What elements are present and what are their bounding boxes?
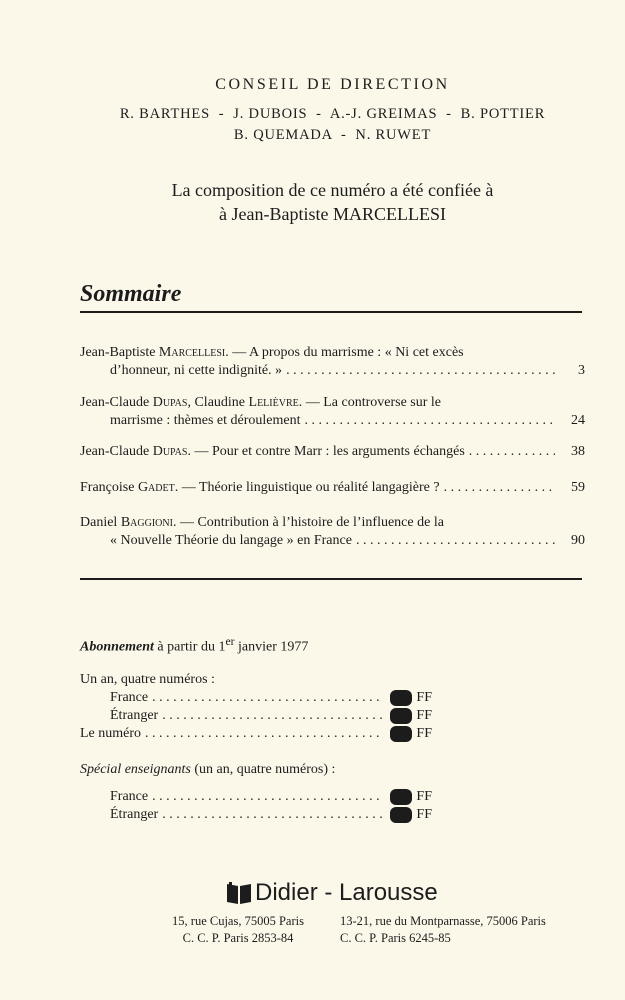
dot-leader [162,708,384,724]
currency: FF [416,807,432,822]
board-members-line-1: R. BARTHES - J. DUBOIS - A.-J. GREIMAS - B. POTTIER [119,106,546,122]
address-left-line-1: 15, rue Cujas, 75005 Paris [172,914,304,928]
author-last: Marcellesi [158,345,226,360]
redacted-price [390,708,412,724]
toc-entry-line [80,532,585,550]
toc-entry-line [80,514,585,532]
price-label: Étranger [110,807,159,822]
page-number: 24 [571,413,585,428]
author-first: Daniel [80,515,121,530]
divider-top [80,311,582,313]
currency: FF [416,708,432,723]
address-left [158,913,318,947]
price-row [80,807,432,823]
dot-leader [286,362,555,380]
toc-entry [80,514,585,550]
toc-entry-line [80,344,585,362]
publisher-logo [226,879,438,907]
publisher-name: Didier - Larousse [255,879,438,906]
article-title: . — Théorie linguistique ou réalité langagière ? [174,480,440,495]
currency: FF [416,726,432,741]
article-title: . — La controverse sur le [298,395,442,410]
article-title: . — Pour et contre Marr : les arguments échangés [187,444,465,459]
price-label: France [110,690,149,705]
toc-entry [80,443,585,461]
open-book-icon [226,881,252,905]
article-title: . — Contribution à l’histoire de l’influence de la [172,515,444,530]
special-subscription-heading [80,762,335,778]
toc-entry-line [80,394,585,412]
redacted-price [390,690,412,706]
redacted-price [390,807,412,823]
author2-first: , Claudine [187,395,249,410]
author-first: Jean-Claude [80,395,153,410]
dot-leader [152,690,384,706]
dot-leader [305,412,556,430]
toc-entry [80,479,585,497]
dot-leader [444,479,555,497]
page-number: 90 [571,533,585,548]
price-label: Le numéro [80,726,142,741]
author-last: Dupas [152,444,188,459]
special-lead: Spécial enseignants [80,762,191,777]
subscription-subtitle: Un an, quatre numéros : [80,672,215,687]
page-number: 3 [578,363,585,378]
address-right-line-1: 13-21, rue du Montparnasse, 75006 Paris [340,914,546,928]
author-first: Jean-Claude [80,444,153,459]
board-members-line-2: B. QUEMADA - N. RUWET [233,127,432,143]
redacted-price [390,726,412,742]
price-label: France [110,789,149,804]
price-row [80,789,432,805]
price-row [80,726,432,742]
subscription-date-text-2: janvier 1977 [238,639,309,655]
article-title: . — A propos du marrisme : « Ni cet excès [225,345,464,360]
author-last: Baggioni [120,515,173,530]
price-label: Étranger [110,708,159,723]
currency: FF [416,690,432,705]
toc-entry [80,394,585,430]
dot-leader [152,789,384,805]
author-first: Jean-Baptiste [80,345,159,360]
subscription-heading [80,635,308,656]
article-title-cont: marrisme : thèmes et déroulement [110,413,301,428]
toc-entry-line [80,362,585,380]
board-title: CONSEIL DE DIRECTION [215,76,450,93]
page-number: 59 [571,480,585,495]
price-row [80,690,432,706]
author2-last: Lelièvre [248,395,299,410]
toc-entry-line [80,479,585,497]
address-right-line-2: C. C. P. Paris 6245-85 [340,931,451,945]
dot-leader [145,726,384,742]
author-first: Françoise [80,480,138,495]
toc-entry-line [80,412,585,430]
divider-bottom [80,578,582,580]
special-text: (un an, quatre numéros) : [194,762,336,777]
composition-line-2: à Jean-Baptiste MARCELLESI [219,204,446,224]
subscription-lead: Abonnement [80,639,154,655]
address-right [340,913,580,947]
dot-leader [162,807,384,823]
author-last: Dupas [152,395,188,410]
ordinal-suffix: er [225,635,235,648]
address-left-line-2: C. C. P. Paris 2853-84 [182,931,294,945]
sommaire-title: Sommaire [80,281,182,307]
toc-entry [80,344,585,380]
dot-leader [469,443,555,461]
subscription-date-text: à partir du 1 [157,639,226,655]
redacted-price [390,789,412,805]
page-number: 38 [571,444,585,459]
article-title-cont: d’honneur, ni cette indignité. » [110,363,283,378]
toc-entry-line [80,443,585,461]
price-row [80,708,432,724]
currency: FF [416,789,432,804]
author-last: Gadet [137,480,175,495]
article-title-cont: « Nouvelle Théorie du langage » en France [110,533,352,548]
composition-line-1: La composition de ce numéro a été confiée à [171,180,494,200]
dot-leader [356,532,555,550]
